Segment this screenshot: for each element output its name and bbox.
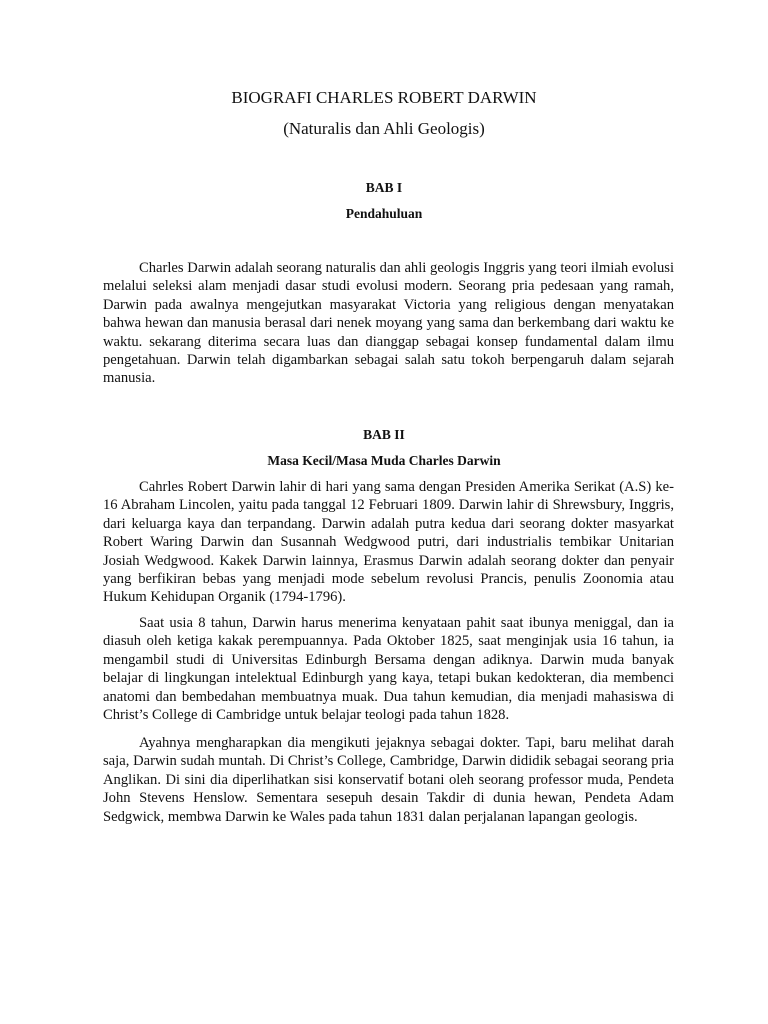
document-subtitle: (Naturalis dan Ahli Geologis) <box>283 119 485 138</box>
document-title: BIOGRAFI CHARLES ROBERT DARWIN <box>231 88 537 107</box>
chapter-2-paragraph-2: Saat usia 8 tahun, Darwin harus menerima kenyataan pahit saat ibunya meniggal, dan ia diasuh oleh ketiga kakak perempuannya. Pada Oktober 1825, saat menginjak usia 16 tahun, ia mengambil studi di Universitas Edinburgh Bersama dengan adiknya. Darwin muda banyak belajar di lingkungan intelektual Edinburgh yang kaya, tetapi bukan kedokteran, dia membenci anatomi dan bembedahan membuatnya muak. Dua tahun kemudian, dia menjadi mahasiswa di Christ’s College di Cambridge untuk belajar teologi pada tahun 1828. <box>103 615 674 724</box>
chapter-2-label: BAB II <box>363 427 405 442</box>
chapter-1-label: BAB I <box>365 180 403 195</box>
chapter-2-paragraph-3: Ayahnya mengharapkan dia mengikuti jejaknya sebagai dokter. Tapi, baru melihat darah saja, Darwin sudah muntah. Di Christ’s College, Cambridge, Darwin dididik sebagai seorang pria Anglikan. Di sini dia diperlihatkan sisi konservatif botani oleh seorang professor muda, Pendeta John Stevens Henslow. Sementara sesepuh desain Takdir di dunia hewan, Pendeta Adam Sedgwick, membwa Darwin ke Wales pada tahun 1831 dalan perjalanan lapangan geologis. <box>103 735 674 825</box>
chapter-2-paragraph-1: Cahrles Robert Darwin lahir di hari yang sama dengan Presiden Amerika Serikat (A.S) ke-16 Abraham Lincolen, yaitu pada tanggal 12 Februari 1809. Darwin lahir di Shrewsbury, Inggris, dari keluarga kaya dan terpandang. Darwin adalah putra kedua dari seorang dokter masyarkat Robert Waring Darwin dan Susannah Wedgwood putri, dari industrialis tembikar Unitarian Josiah Wedgwood. Kakek Darwin lainnya, Erasmus Darwin adalah seorang dokter dan penyair yang berfikiran bebas yang menjadi mode sebelum revolusi Prancis, penulis Zoonomia atau Hukum Kehidupan Organik (1794-1796). <box>103 479 674 606</box>
chapter-1-heading: Pendahuluan <box>345 206 423 221</box>
chapter-2-heading: Masa Kecil/Masa Muda Charles Darwin <box>267 453 501 468</box>
chapter-1-paragraph-1: Charles Darwin adalah seorang naturalis dan ahli geologis Inggris yang teori ilmiah evolusi melalui seleksi alam menjadi dasar studi evolusi modern. Seorang pria pedesaan yang ramah, Darwin pada awalnya mengejutkan masyarakat Victoria yang religious dengan menyatakan bahwa hewan dan manusia berasal dari nenek moyang yang sama dan berkembang dari waktu ke waktu. sekarang diterima secara luas dan dianggap sebagai konsep fundamental dalam ilmu pengetahuan. Darwin telah digambarkan sebagai salah satu tokoh berpengaruh dalam sejarah manusia. <box>103 260 674 387</box>
